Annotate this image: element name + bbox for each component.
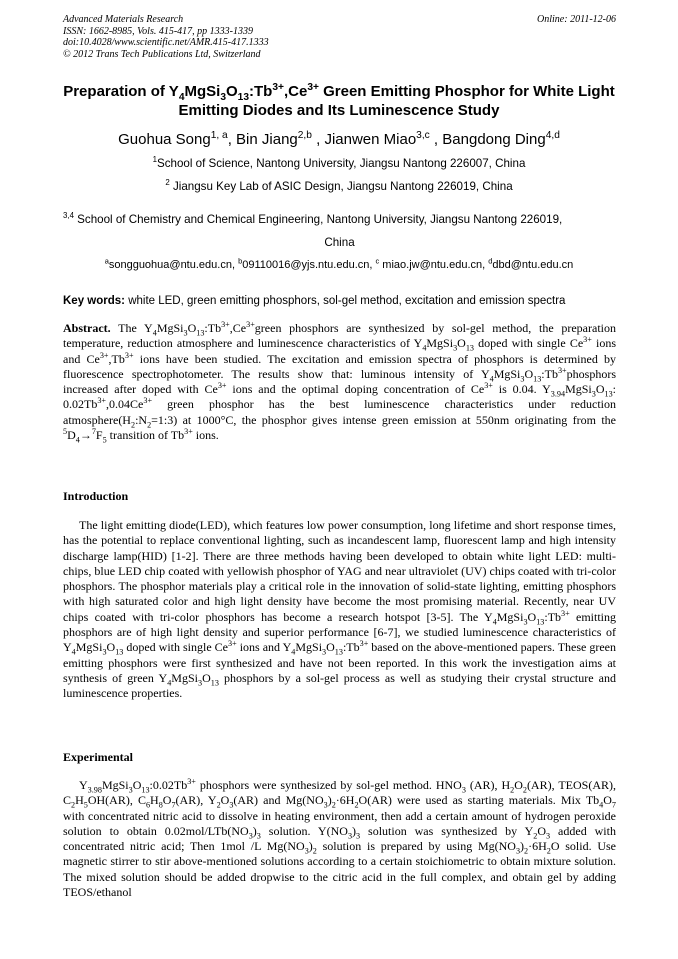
author-name: Bin Jiang [236,131,298,148]
journal-doi: doi:10.4028/www.scientific.net/AMR.415-417.1333 [63,37,269,48]
affiliation-1: $^1$School of Science, Nantong University, Jiangsu Nantong 226007, China [152,155,526,170]
journal-name: Advanced Materials Research [63,14,184,25]
author-name: Guohua Song [118,131,211,148]
keywords-label: Key words: [63,295,125,307]
online-date: Online: 2011-12-06 [537,14,616,25]
section-heading-experimental: Experimental [63,750,133,764]
author-emails: $^a$songguohua@ntu.edu.cn, $^b$09110016@yjs.ntu.edu.cn, $^c$ miao.jw@ntu.edu.cn, $^d$dbd@ntu.edu.cn [104,256,574,271]
author-list: Guohua Song$^{1, a}$, Bin Jiang$^{2,b}$ , Jianwen Miao$^{3,c}$ , Bangdong Ding$^{4,d}$ [118,130,560,148]
affiliation-3: $^{3,4}$ School of Chemistry and Chemical Engineering, Nantong University, Jiangsu Nantong 226019, China [63,211,563,249]
keywords: Key words: white LED, green emitting phosphors, sol-gel method, excitation and emission spectra [63,295,566,307]
experimental-paragraph: $Y_{3.98}MgSi_3O_{13}:0.02Tb^{3+}$ phosphors were synthesized by sol-gel method. $HNO_3$ (AR), $H_2O_2(AR)$, TEOS(AR), $C_2H_5OH(AR)$, $C_6H_8O_7(AR)$, $Y_2O_3(AR)$ and $Mg(NO_3)_2\cdot 6H_2O(AR)$ were used as starting materials. Mix $Tb_4O_7$ with concentrated nitric acid to dissolve in heating environment, then add a certain amount of hydrogen peroxide solution to obtain $0.02mol/LTb(NO_3)_3$ solution. $Y(NO_3)_3$ solution was synthesized by $Y_2O_3$ added with concentrated nitric acid; Then 1mol /L $Mg(NO_3)_2$ solution is prepared by using $Mg(NO_3)_2\cdot 6H_2O$ solid. Use magnetic stirrer to stir above-mentioned solutions according to a certain stoichiometric to obtain mixture solution. The mixed solution should be added dropwise to the citric acid in the full complex, and obtain gel by adding TEOS/ethanol [63,777,617,900]
abstract: Abstract. The $Y_4MgSi_3O_{13}:Tb^{3+},Ce^{3+}green$ phosphors are synthesized by sol-gel method, the preparation temperature, reduction atmosphere and luminescence characteristics of $Y_4MgSi_3O_{13}$ doped with single $Ce^{3+}$ ions and $Ce^{3+},Tb^{3+}$ ions have been studied. The excitation and emission spectra of phosphors is determined by fluorescence spectrophotometer. The results show that: luminous intensity of $Y_4MgSi_3O_{13}:Tb^{3+}phosphors$ increased after doped with $Ce^{3+}$ ions and the optimal doping concentration of $Ce^{3+}$ is 0.04. $Y_{3.94}MgSi_3O_{13}$: $0.02Tb^{3+},0.04Ce^{3+}$ green phosphor has the best luminescence characteristics under reduction $atmosphere(H_2:N_2=1:3)$ at 1000°C, the phosphor gives intense green emission at 550nm originating from the $^5D_4\to^7F_5$ transition of $Tb^{3+}$ ions. [63,320,617,445]
author-name: Jianwen Miao [324,131,417,148]
paper-title: Preparation of $Y_4MgSi_3O_{13}:Tb^{3+},Ce^{3+}$ Green Emitting Phosphor for White Light Emitting Diodes and Its Luminescence Study [63,82,615,119]
author-name: Bangdong Ding [442,131,546,148]
introduction-paragraph: The light emitting diode(LED), which features low power consumption, long lifetime and short response times, has the potential to replace conventional lighting, such as incandescent lamp, fluorescent lamp and high intensity discharge lamp(HID) [1-2]. There are three methods having been developed to obtain white light LED: multi-chips, blue LED chip coated with yellowish phosphor of YAG and near ultraviolet (UV) chips coated with tri-color phosphors. The phosphor materials play a critical role in the innovation of solid-state lighting, emitting phosphors with high saturated color and high light density have become the most promising material. Recently, near UV chips coated with tri-color phosphors has become a research hotspot [3-5]. The $Y_4MgSi_3O_{13}:Tb^{3+}$ emitting phosphors are of high light density and superior performance [6-7], we studied luminescence characteristics of $Y_4MgSi_3O_{13}$ doped with single $Ce^{3+}$ ions and $Y_4MgSi_3O_{13}:Tb^{3+}$ based on the above-mentioned papers. These green emitting phosphors were first synthesized and have not been reported. In this work the investigation aims at synthesis of green $Y_4MgSi_3O_{13}$ phosphors by a sol-gel process as well as studying their crystal structure and luminescence properties. [63,518,617,701]
affiliation-2: $^2$ Jiangsu Key Lab of ASIC Design, Jiangsu Nantong 226019, China [165,178,513,193]
journal-issn: ISSN: 1662-8985, Vols. 415-417, pp 1333-1339 [63,25,253,37]
journal-header [63,14,616,60]
section-heading-introduction: Introduction [63,489,129,503]
abstract-label: Abstract. [63,321,111,335]
journal-copyright: © 2012 Trans Tech Publications Ltd, Switzerland [63,48,261,60]
